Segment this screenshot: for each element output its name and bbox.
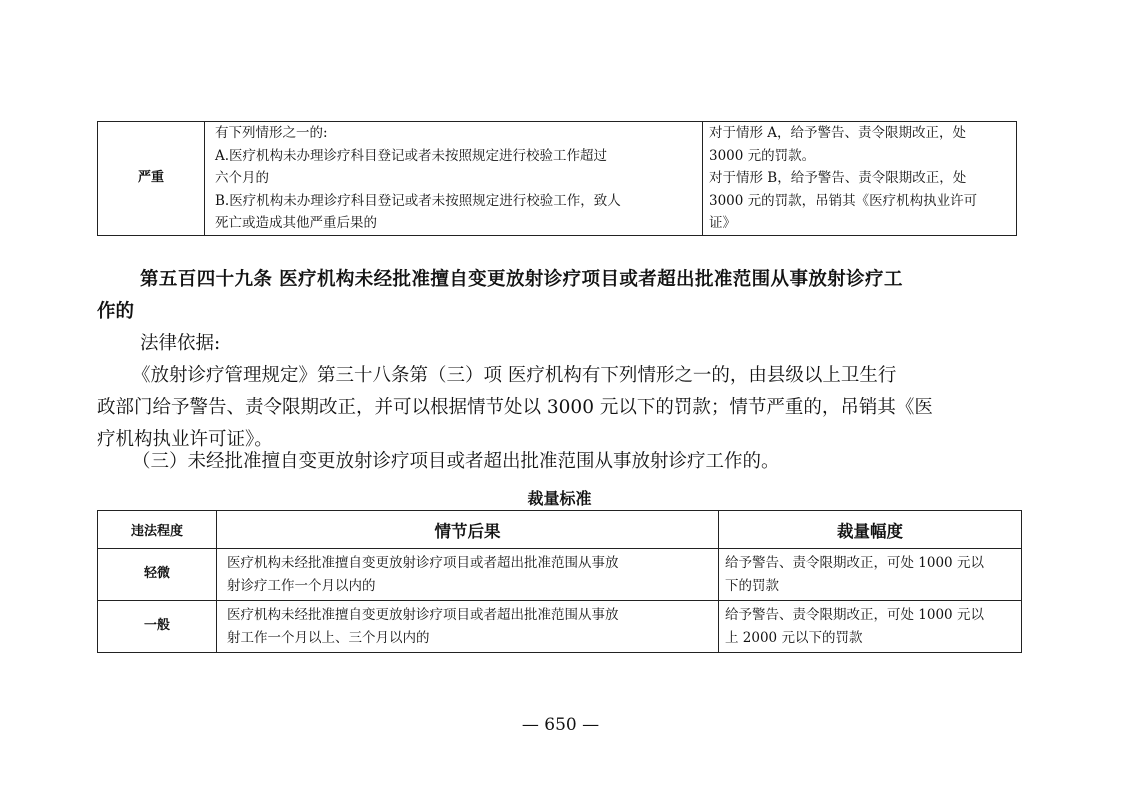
consequence-line: 医疗机构未经批准擅自变更放射诊疗项目或者超出批准范围从事放 [227, 606, 619, 623]
penalty-line: 3000 元的罚款。 [709, 147, 816, 164]
consequence-line: 医疗机构未经批准擅自变更放射诊疗项目或者超出批准范围从事放 [227, 554, 619, 571]
standards-table [97, 510, 1022, 653]
consequence-line: 射工作一个月以上、三个月以内的 [227, 629, 430, 646]
consequence-cell [217, 549, 719, 601]
consequence-cell [217, 601, 719, 653]
penalty-line: 3000 元的罚款，吊销其《医疗机构执业许可 [709, 192, 978, 209]
circumstance-line: 六个月的 [215, 170, 269, 187]
table-row [98, 549, 1022, 601]
severity-level-cell: 轻微 [98, 549, 217, 601]
page-number: — 650 — [521, 715, 600, 735]
standards-title: 裁量标准 [527, 489, 592, 508]
circumstances-cell [205, 122, 703, 236]
article-title [97, 264, 1027, 328]
column-header: 违法程度 [98, 511, 217, 549]
circumstance-line: B.医疗机构未办理诊疗科目登记或者未按照规定进行校验工作，致人 [215, 192, 621, 209]
penalty-line: 上 2000 元以下的罚款 [725, 629, 863, 646]
legal-basis-line: 政部门给予警告、责令限期改正，并可以根据情节处以 3000 元以下的罚款；情节严重的，吊销其《医 [97, 397, 933, 418]
circumstance-line: 死亡或造成其他严重后果的 [215, 215, 377, 232]
table-header-row [98, 511, 1022, 549]
penalty-cell [719, 549, 1022, 601]
penalty-line: 下的罚款 [725, 577, 779, 594]
article-title-line: 第五百四十九条 医疗机构未经批准擅自变更放射诊疗项目或者超出批准范围从事放射诊疗工 [140, 269, 903, 290]
table-row [98, 122, 1017, 236]
table-row [98, 601, 1022, 653]
severity-level-cell: 严重 [98, 122, 205, 236]
column-header: 裁量幅度 [719, 511, 1022, 549]
circumstance-line: A.医疗机构未办理诊疗科目登记或者未按照规定进行校验工作超过 [215, 147, 608, 164]
legal-basis-heading: 法律依据: [140, 333, 221, 354]
penalty-line: 对于情形 A，给予警告、责令限期改正，处 [709, 125, 967, 141]
legal-basis-line: 《放射诊疗管理规定》第三十八条第（三）项 医疗机构有下列情形之一的，由县级以上卫生行 [132, 365, 897, 386]
legal-basis-line: 疗机构执业许可证》。 [97, 429, 273, 450]
severity-continuation-table [97, 121, 1017, 236]
column-header: 情节后果 [217, 511, 719, 549]
penalty-line: 对于情形 B，给予警告、责令限期改正，处 [709, 170, 967, 187]
penalty-line: 给予警告、责令限期改正，可处 1000 元以 [725, 606, 984, 623]
penalty-line: 给予警告、责令限期改正，可处 1000 元以 [725, 554, 984, 571]
penalty-line: 证》 [709, 215, 736, 232]
severity-level-cell: 一般 [98, 601, 217, 653]
circumstance-line: 有下列情形之一的: [215, 125, 328, 141]
consequence-line: 射诊疗工作一个月以内的 [227, 577, 376, 594]
legal-basis-item: （三）未经批准擅自变更放射诊疗项目或者超出批准范围从事放射诊疗工作的。 [132, 451, 780, 472]
article-title-line: 作的 [97, 301, 135, 322]
legal-basis-text [97, 360, 1027, 456]
penalty-cell [703, 122, 1017, 236]
penalty-cell [719, 601, 1022, 653]
